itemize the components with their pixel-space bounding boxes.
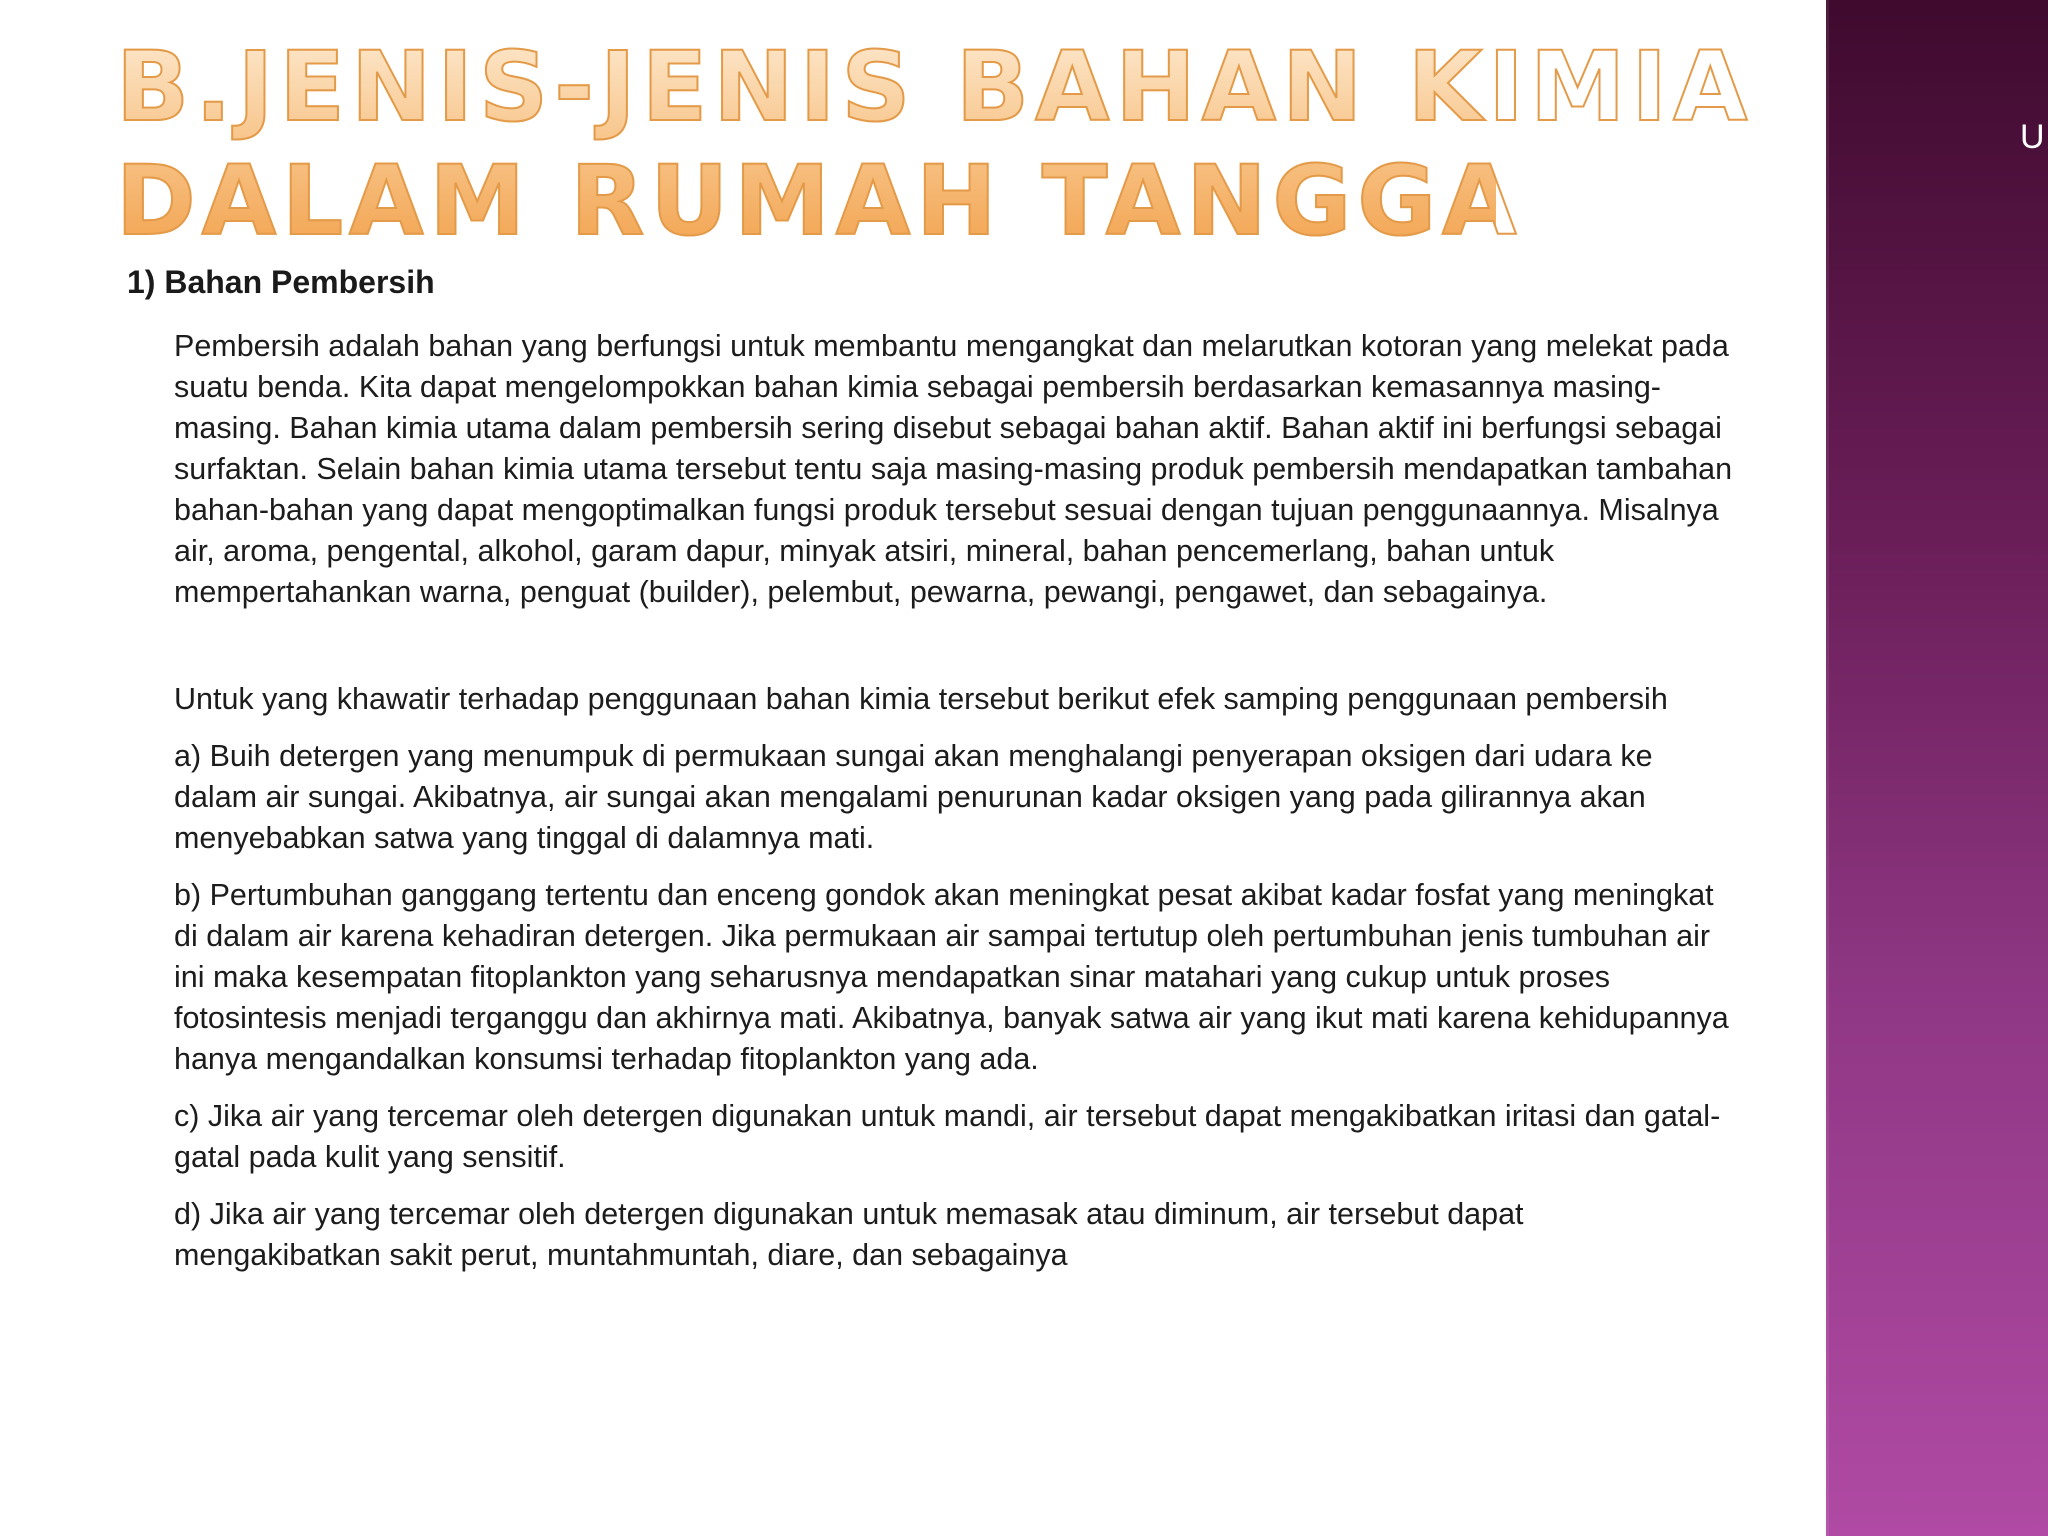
title-row-1 [116, 30, 1754, 144]
list-item-d: d) Jika air yang tercemar oleh detergen digunakan untuk memasak atau diminum, air tersebut dapat mengakibatkan sakit perut, muntahmuntah, diare, dan sebagainya [174, 1197, 1524, 1272]
section-heading: 1) Bahan Pembersih [127, 264, 435, 300]
title-line-2: DALAM RUMAH TANGGA [116, 145, 1523, 257]
title-line-1: JENIS-JENIS BAHAN KIMIA [237, 31, 1754, 143]
decorative-sidebar [1826, 0, 2048, 1536]
slide-title [116, 30, 1754, 258]
section-body [174, 326, 1734, 1292]
paragraph-definition: Pembersih adalah bahan yang berfungsi untuk membantu mengangkat dan melarutkan kotoran yang melekat pada suatu benda. Kita dapat mengelompokkan bahan kimia sebagai pembersih berdasarkan kemasannya masing-masing. Bahan kimia utama dalam pembersih sering disebut sebagai bahan aktif. Bahan aktif ini berfungsi sebagai surfaktan. Selain bahan kimia utama tersebut tentu saja masing-masing produk pembersih mendapatkan tambahan bahan-bahan yang dapat mengoptimalkan fungsi produk tersebut sesuai dengan tujuan penggunaannya. Misalnya air, aroma, pengental, alkohol, garam dapur, minyak atsiri, mineral, bahan pencemerlang, bahan untuk mempertahankan warna, penguat (builder), pelembut, pewarna, pewangi, pengawet, dan sebagainya. [174, 329, 1733, 609]
sidebar-clipped-text: U [2020, 118, 2045, 156]
list-item-c: c) Jika air yang tercemar oleh detergen digunakan untuk mandi, air tersebut dapat mengakibatkan iritasi dan gatal-gatal pada kulit yang sensitif. [174, 1099, 1721, 1174]
paragraph-side-effects-intro: Untuk yang khawatir terhadap penggunaan bahan kimia tersebut berikut efek samping penggunaan pembersih [174, 682, 1668, 716]
list-item-b: b) Pertumbuhan ganggang tertentu dan enceng gondok akan meningkat pesat akibat kadar fosfat yang meningkat di dalam air karena kehadiran detergen. Jika permukaan air sampai tertutup oleh pertumbuhan jenis tumbuhan air ini maka kesempatan fitoplankton yang seharusnya mendapatkan sinar matahari yang cukup untuk proses fotosintesis menjadi terganggu dan akhirnya mati. Akibatnya, banyak satwa air yang ikut mati karena kehidupannya hanya mengandalkan konsumsi terhadap fitoplankton yang ada. [174, 878, 1729, 1076]
list-item-a: a) Buih detergen yang menumpuk di permukaan sungai akan menghalangi penyerapan oksigen dari udara ke dalam air sungai. Akibatnya, air sungai akan mengalami penurunan kadar oksigen yang pada gilirannya akan menyebabkan satwa yang tinggal di dalamnya mati. [174, 739, 1653, 855]
title-row-2 [116, 144, 1523, 258]
sidebar-accent-line [1826, 0, 1829, 1536]
title-number: B. [116, 31, 238, 143]
